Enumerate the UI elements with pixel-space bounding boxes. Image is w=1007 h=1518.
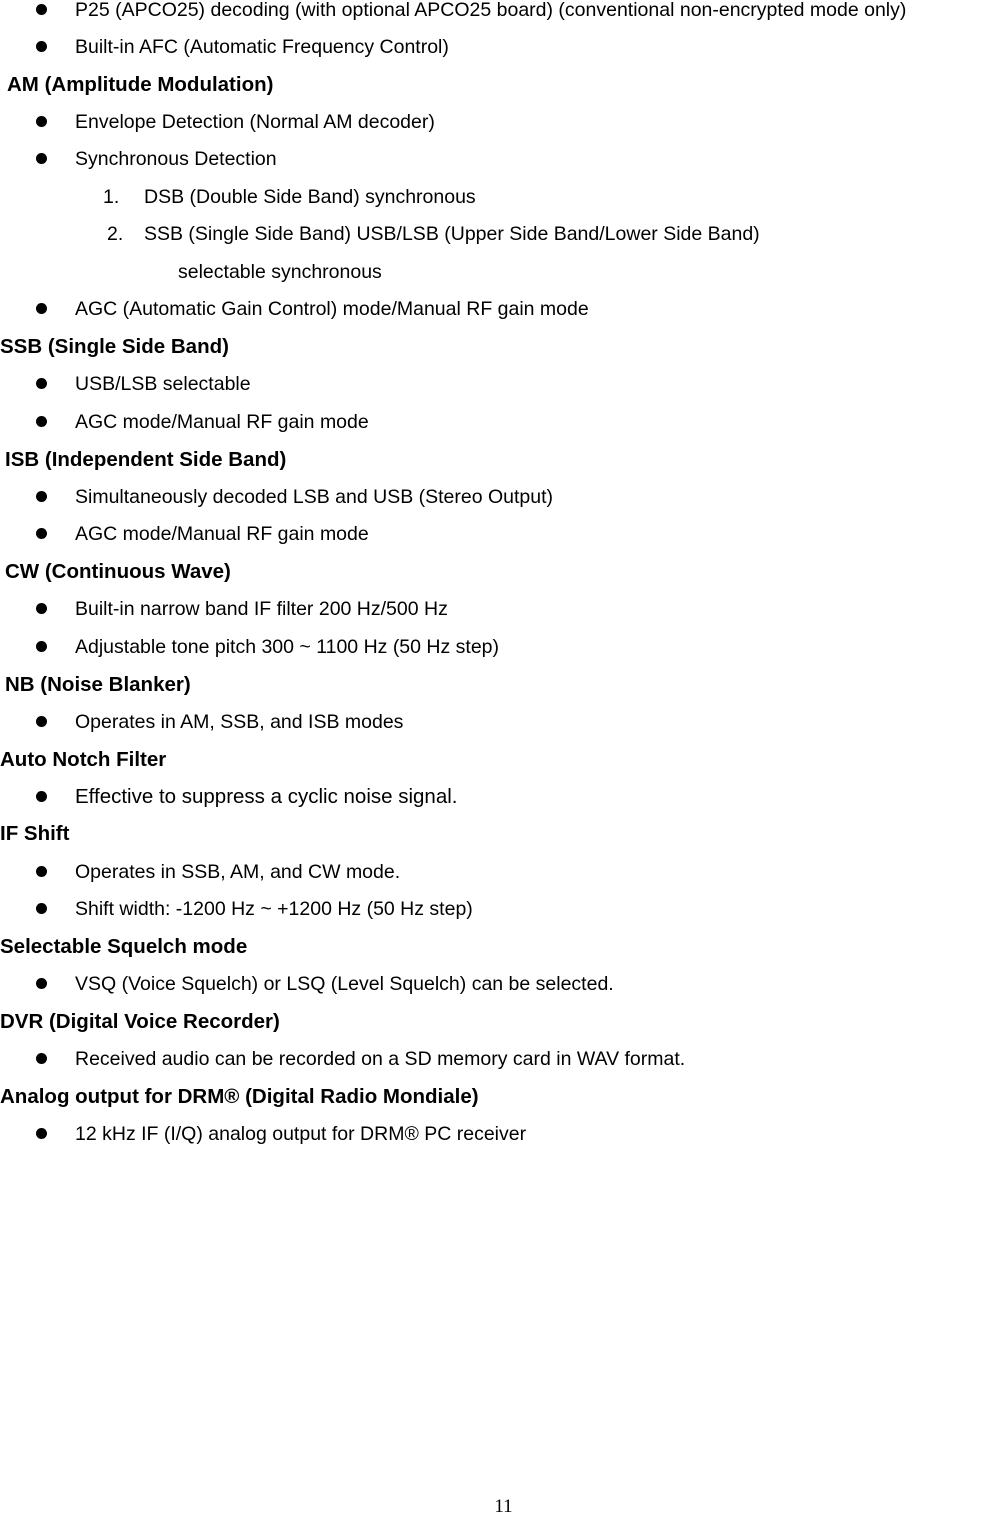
- list-item-text: P25 (APCO25) decoding (with optional APCO25 board) (conventional non-encrypted mode only): [75, 0, 907, 21]
- list-item-text: 12 kHz IF (I/Q) analog output for DRM® PC receiver: [75, 1123, 527, 1145]
- section-heading-ifshift: IF Shift: [0, 822, 70, 845]
- list-item: [0, 409, 1007, 435]
- list-item: [0, 0, 1007, 23]
- list-item: [0, 1121, 1007, 1147]
- bullet-dot: [36, 416, 47, 427]
- section-heading-isb: ISB (Independent Side Band): [5, 448, 287, 471]
- list-item: [0, 371, 1007, 397]
- bullet-dot: [36, 978, 47, 989]
- bullet-dot: [36, 528, 47, 539]
- list-item: [0, 109, 1007, 135]
- section-heading-dvr: DVR (Digital Voice Recorder): [0, 1010, 280, 1033]
- section-heading-cw: CW (Continuous Wave): [5, 560, 231, 583]
- list-item-text: AGC mode/Manual RF gain mode: [75, 523, 369, 545]
- section-heading-squelch: Selectable Squelch mode: [0, 935, 248, 958]
- list-item-text: AGC (Automatic Gain Control) mode/Manual RF gain mode: [75, 298, 589, 320]
- numbered-item-continuation: selectable synchronous: [178, 261, 382, 283]
- bullet-dot: [36, 4, 47, 15]
- bullet-dot: [36, 1128, 47, 1139]
- bullet-dot: [36, 303, 47, 314]
- list-item-text: VSQ (Voice Squelch) or LSQ (Level Squelch) can be selected.: [75, 973, 614, 995]
- list-item-text: Simultaneously decoded LSB and USB (Stereo Output): [75, 486, 554, 508]
- list-item-text: Adjustable tone pitch 300 ~ 1100 Hz (50 Hz step): [75, 636, 500, 658]
- list-item: [0, 34, 1007, 60]
- bullet-dot: [36, 603, 47, 614]
- list-item: [0, 634, 1007, 660]
- bullet-dot: [36, 153, 47, 164]
- section-heading-am: AM (Amplitude Modulation): [7, 73, 274, 96]
- page-number: 11: [494, 1496, 513, 1517]
- section-heading-notch: Auto Notch Filter: [0, 748, 167, 771]
- bullet-dot: [36, 641, 47, 652]
- bullet-dot: [36, 903, 47, 914]
- item-number: 2.: [107, 223, 124, 245]
- section-heading-nb: NB (Noise Blanker): [5, 673, 191, 696]
- list-item: [0, 971, 1007, 997]
- list-item-text: Received audio can be recorded on a SD memory card in WAV format.: [75, 1048, 686, 1070]
- bullet-dot: [36, 716, 47, 727]
- list-item: [0, 521, 1007, 547]
- bullet-dot: [36, 116, 47, 127]
- bullet-dot: [36, 791, 47, 802]
- list-item: [0, 896, 1007, 922]
- list-item-text: Envelope Detection (Normal AM decoder): [75, 111, 435, 133]
- list-item-text: Synchronous Detection: [75, 148, 277, 170]
- item-number: 1.: [103, 186, 120, 208]
- bullet-dot: [36, 41, 47, 52]
- list-item: [0, 296, 1007, 322]
- bullet-dot: [36, 491, 47, 502]
- bullet-dot: [36, 1053, 47, 1064]
- list-item: [0, 784, 1007, 810]
- list-item: [0, 596, 1007, 622]
- section-heading-ssb: SSB (Single Side Band): [0, 335, 229, 358]
- list-item: [0, 484, 1007, 510]
- list-item-text: Built-in AFC (Automatic Frequency Control): [75, 36, 449, 58]
- list-item-text: AGC mode/Manual RF gain mode: [75, 411, 369, 433]
- list-item-text: USB/LSB selectable: [75, 373, 251, 395]
- numbered-item-text: SSB (Single Side Band) USB/LSB (Upper Side Band/Lower Side Band): [144, 223, 760, 245]
- bullet-dot: [36, 378, 47, 389]
- list-item-text: Operates in AM, SSB, and ISB modes: [75, 711, 404, 733]
- list-item: [0, 1046, 1007, 1072]
- list-item-text: Built-in narrow band IF filter 200 Hz/500 Hz: [75, 598, 448, 620]
- list-item: [0, 859, 1007, 885]
- section-heading-drm: Analog output for DRM® (Digital Radio Mondiale): [0, 1085, 479, 1108]
- list-item: [0, 709, 1007, 735]
- list-item: [0, 146, 1007, 172]
- bullet-dot: [36, 866, 47, 877]
- list-item-text: Operates in SSB, AM, and CW mode.: [75, 861, 401, 883]
- numbered-item-text: DSB (Double Side Band) synchronous: [144, 186, 476, 208]
- list-item-text: Effective to suppress a cyclic noise signal.: [75, 785, 458, 808]
- list-item-text: Shift width: -1200 Hz ~ +1200 Hz (50 Hz step): [75, 898, 473, 920]
